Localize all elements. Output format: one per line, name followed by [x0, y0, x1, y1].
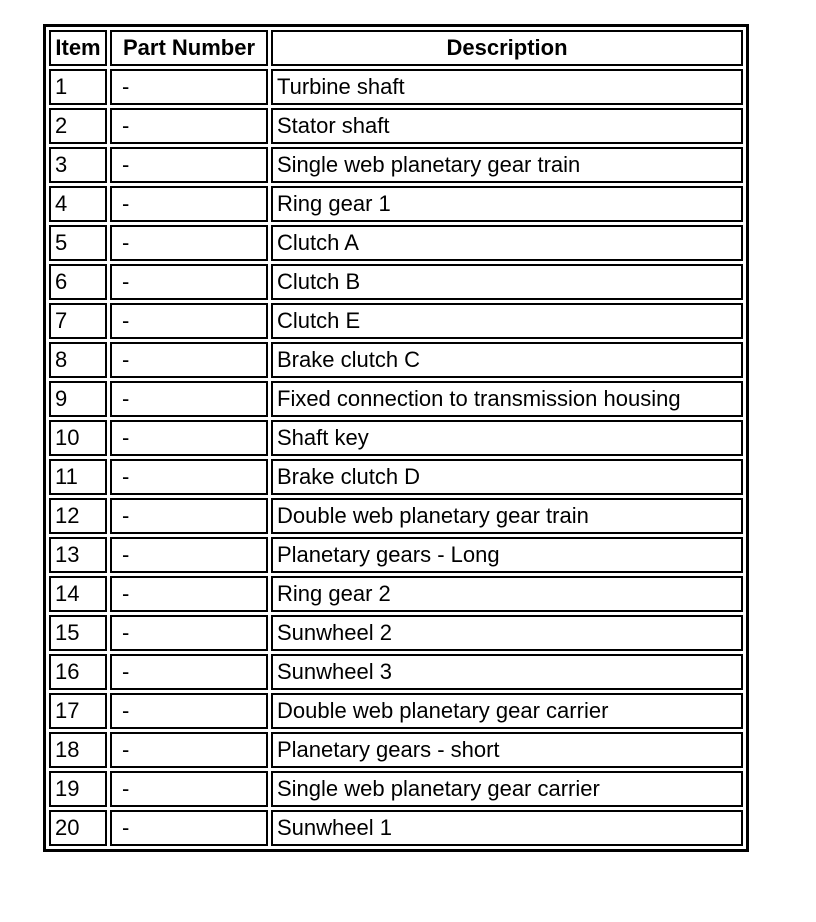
table-row: [49, 498, 743, 534]
cell-item: 4: [49, 186, 107, 222]
cell-item: 15: [49, 615, 107, 651]
cell-description: Sunwheel 2: [271, 615, 743, 651]
cell-part-number: -: [110, 186, 268, 222]
cell-item: 9: [49, 381, 107, 417]
cell-part-number: -: [110, 225, 268, 261]
cell-description: Sunwheel 1: [271, 810, 743, 846]
cell-description: Planetary gears - short: [271, 732, 743, 768]
cell-part-number: -: [110, 420, 268, 456]
column-header-part-number: Part Number: [110, 30, 268, 66]
cell-part-number: -: [110, 810, 268, 846]
cell-item: 6: [49, 264, 107, 300]
table-body: [49, 69, 743, 846]
table-row: [49, 732, 743, 768]
cell-part-number: -: [110, 69, 268, 105]
table-row: [49, 342, 743, 378]
cell-description: Ring gear 1: [271, 186, 743, 222]
cell-part-number: -: [110, 381, 268, 417]
cell-part-number: -: [110, 108, 268, 144]
cell-item: 7: [49, 303, 107, 339]
cell-part-number: -: [110, 732, 268, 768]
table-row: [49, 147, 743, 183]
cell-description: Fixed connection to transmission housing: [271, 381, 743, 417]
table-row: [49, 381, 743, 417]
table-row: [49, 654, 743, 690]
cell-description: Clutch A: [271, 225, 743, 261]
table-row: [49, 693, 743, 729]
cell-part-number: -: [110, 264, 268, 300]
cell-part-number: -: [110, 303, 268, 339]
table-row: [49, 576, 743, 612]
cell-description: Single web planetary gear train: [271, 147, 743, 183]
table-row: [49, 810, 743, 846]
cell-part-number: -: [110, 693, 268, 729]
table-row: [49, 537, 743, 573]
cell-part-number: -: [110, 147, 268, 183]
cell-part-number: -: [110, 615, 268, 651]
table-row: [49, 459, 743, 495]
cell-description: Clutch E: [271, 303, 743, 339]
cell-item: 12: [49, 498, 107, 534]
cell-item: 14: [49, 576, 107, 612]
cell-item: 19: [49, 771, 107, 807]
cell-part-number: -: [110, 498, 268, 534]
column-header-item: Item: [49, 30, 107, 66]
cell-item: 17: [49, 693, 107, 729]
cell-part-number: -: [110, 654, 268, 690]
cell-item: 13: [49, 537, 107, 573]
cell-description: Double web planetary gear carrier: [271, 693, 743, 729]
table-row: [49, 420, 743, 456]
cell-description: Planetary gears - Long: [271, 537, 743, 573]
cell-description: Ring gear 2: [271, 576, 743, 612]
table-row: [49, 186, 743, 222]
cell-description: Turbine shaft: [271, 69, 743, 105]
cell-item: 11: [49, 459, 107, 495]
cell-description: Shaft key: [271, 420, 743, 456]
cell-part-number: -: [110, 459, 268, 495]
cell-part-number: -: [110, 576, 268, 612]
table-row: [49, 225, 743, 261]
cell-item: 10: [49, 420, 107, 456]
cell-description: Brake clutch C: [271, 342, 743, 378]
table-row: [49, 69, 743, 105]
cell-item: 16: [49, 654, 107, 690]
cell-description: Single web planetary gear carrier: [271, 771, 743, 807]
table-header-row: [49, 30, 743, 66]
cell-item: 2: [49, 108, 107, 144]
cell-part-number: -: [110, 537, 268, 573]
cell-description: Stator shaft: [271, 108, 743, 144]
table-row: [49, 264, 743, 300]
cell-item: 3: [49, 147, 107, 183]
cell-description: Clutch B: [271, 264, 743, 300]
cell-part-number: -: [110, 342, 268, 378]
cell-description: Double web planetary gear train: [271, 498, 743, 534]
table-row: [49, 615, 743, 651]
cell-description: Brake clutch D: [271, 459, 743, 495]
cell-item: 5: [49, 225, 107, 261]
cell-item: 1: [49, 69, 107, 105]
cell-item: 8: [49, 342, 107, 378]
table-row: [49, 303, 743, 339]
table-row: [49, 108, 743, 144]
cell-part-number: -: [110, 771, 268, 807]
cell-item: 18: [49, 732, 107, 768]
table-row: [49, 771, 743, 807]
column-header-description: Description: [271, 30, 743, 66]
cell-item: 20: [49, 810, 107, 846]
parts-table: [43, 24, 749, 852]
cell-description: Sunwheel 3: [271, 654, 743, 690]
